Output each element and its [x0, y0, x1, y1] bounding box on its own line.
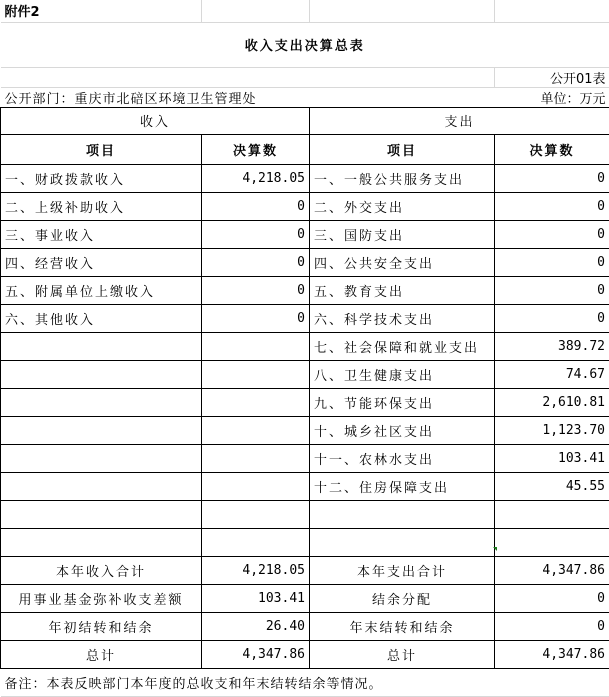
- table-row: [1, 248, 609, 276]
- expense-value-cell: 1,123.70: [495, 416, 609, 444]
- expense-item-cell: 一、一般公共服务支出: [310, 164, 495, 192]
- expense-value-cell: 0: [495, 304, 609, 332]
- table-row: [1, 360, 609, 388]
- expense-value-cell: 0: [495, 220, 609, 248]
- income-item-cell: [1, 444, 202, 472]
- table-note: 备注：本表反映部门本年度的总收支和年末结转结余等情况。: [1, 668, 609, 696]
- summary-income-value: 103.41: [202, 584, 310, 612]
- table-row: [1, 304, 609, 332]
- income-item-cell: 五、附属单位上缴收入: [1, 276, 202, 304]
- expense-value-cell: [495, 500, 609, 528]
- expense-item-header: 项目: [310, 134, 495, 164]
- income-item-cell: 一、财政拨款收入: [1, 164, 202, 192]
- table-row: [1, 220, 609, 248]
- table-row: [1, 444, 609, 472]
- table-row: [1, 500, 609, 528]
- table-row: [1, 276, 609, 304]
- income-item-cell: [1, 500, 202, 528]
- expense-item-cell: 二、外交支出: [310, 192, 495, 220]
- expense-item-cell: 十二、住房保障支出: [310, 472, 495, 500]
- summary-income-value: 26.40: [202, 612, 310, 640]
- summary-income-item: 总计: [1, 640, 202, 668]
- expense-item-cell: 七、社会保障和就业支出: [310, 332, 495, 360]
- expense-amount-header: 决算数: [495, 134, 609, 164]
- expense-item-cell: 三、国防支出: [310, 220, 495, 248]
- table-row: [1, 332, 609, 360]
- income-item-cell: [1, 472, 202, 500]
- income-item-cell: 六、其他收入: [1, 304, 202, 332]
- table-row: [1, 388, 609, 416]
- expense-item-cell: 九、节能环保支出: [310, 388, 495, 416]
- expense-item-cell: 十一、农林水支出: [310, 444, 495, 472]
- income-value-cell: [202, 388, 310, 416]
- income-value-cell: [202, 472, 310, 500]
- table-row: [1, 164, 609, 192]
- summary-expense-value: 0: [495, 612, 609, 640]
- summary-expense-item: 年末结转和结余: [310, 612, 495, 640]
- summary-row: [1, 556, 609, 584]
- income-item-cell: [1, 360, 202, 388]
- expense-value-cell: 45.55: [495, 472, 609, 500]
- summary-expense-item: 总计: [310, 640, 495, 668]
- income-value-cell: 0: [202, 304, 310, 332]
- expense-item-cell: [310, 528, 495, 556]
- income-value-cell: 0: [202, 248, 310, 276]
- table-row: [1, 528, 609, 556]
- income-value-cell: [202, 416, 310, 444]
- income-value-cell: 0: [202, 220, 310, 248]
- page-title: 收入支出决算总表: [1, 22, 609, 67]
- expense-item-cell: 六、科学技术支出: [310, 304, 495, 332]
- income-value-cell: 0: [202, 192, 310, 220]
- summary-income-value: 4,218.05: [202, 556, 310, 584]
- department-label: 公开部门：重庆市北碚区环境卫生管理处: [1, 87, 495, 107]
- table-row: [1, 192, 609, 220]
- expense-section-header: 支出: [310, 107, 609, 134]
- income-value-cell: [202, 500, 310, 528]
- expense-value-cell: 74.67: [495, 360, 609, 388]
- unit-label: 单位：万元: [495, 87, 609, 107]
- cell-comment-indicator: [493, 547, 497, 551]
- income-item-header: 项目: [1, 134, 202, 164]
- summary-expense-value: 0: [495, 584, 609, 612]
- summary-income-item: 用事业基金弥补收支差额: [1, 584, 202, 612]
- expense-value-cell: [495, 528, 609, 556]
- income-value-cell: 4,218.05: [202, 164, 310, 192]
- expense-item-cell: 十、城乡社区支出: [310, 416, 495, 444]
- expense-item-cell: 五、教育支出: [310, 276, 495, 304]
- income-value-cell: 0: [202, 276, 310, 304]
- summary-income-item: 本年收入合计: [1, 556, 202, 584]
- summary-expense-value: 4,347.86: [495, 640, 609, 668]
- summary-row: [1, 612, 609, 640]
- table-row: [1, 472, 609, 500]
- income-item-cell: [1, 528, 202, 556]
- expense-value-cell: 389.72: [495, 332, 609, 360]
- summary-income-item: 年初结转和结余: [1, 612, 202, 640]
- income-item-cell: [1, 332, 202, 360]
- table-row: [1, 416, 609, 444]
- expense-value-cell: 103.41: [495, 444, 609, 472]
- income-item-cell: 二、上级补助收入: [1, 192, 202, 220]
- income-item-cell: 四、经营收入: [1, 248, 202, 276]
- attachment-label: 附件2: [1, 0, 202, 22]
- expense-item-cell: 八、卫生健康支出: [310, 360, 495, 388]
- expense-value-cell: 2,610.81: [495, 388, 609, 416]
- expense-item-cell: 四、公共安全支出: [310, 248, 495, 276]
- income-amount-header: 决算数: [202, 134, 310, 164]
- income-value-cell: [202, 444, 310, 472]
- income-value-cell: [202, 332, 310, 360]
- income-item-cell: [1, 416, 202, 444]
- expense-item-cell: [310, 500, 495, 528]
- summary-row: [1, 640, 609, 668]
- expense-value-cell: 0: [495, 192, 609, 220]
- income-item-cell: 三、事业收入: [1, 220, 202, 248]
- summary-income-value: 4,347.86: [202, 640, 310, 668]
- income-value-cell: [202, 360, 310, 388]
- summary-expense-item: 本年支出合计: [310, 556, 495, 584]
- summary-row: [1, 584, 609, 612]
- income-item-cell: [1, 388, 202, 416]
- table-code: 公开01表: [495, 67, 609, 87]
- summary-expense-value: 4,347.86: [495, 556, 609, 584]
- summary-expense-item: 结余分配: [310, 584, 495, 612]
- expense-value-cell: 0: [495, 276, 609, 304]
- income-section-header: 收入: [1, 107, 310, 134]
- expense-value-cell: 0: [495, 248, 609, 276]
- expense-value-cell: 0: [495, 164, 609, 192]
- income-value-cell: [202, 528, 310, 556]
